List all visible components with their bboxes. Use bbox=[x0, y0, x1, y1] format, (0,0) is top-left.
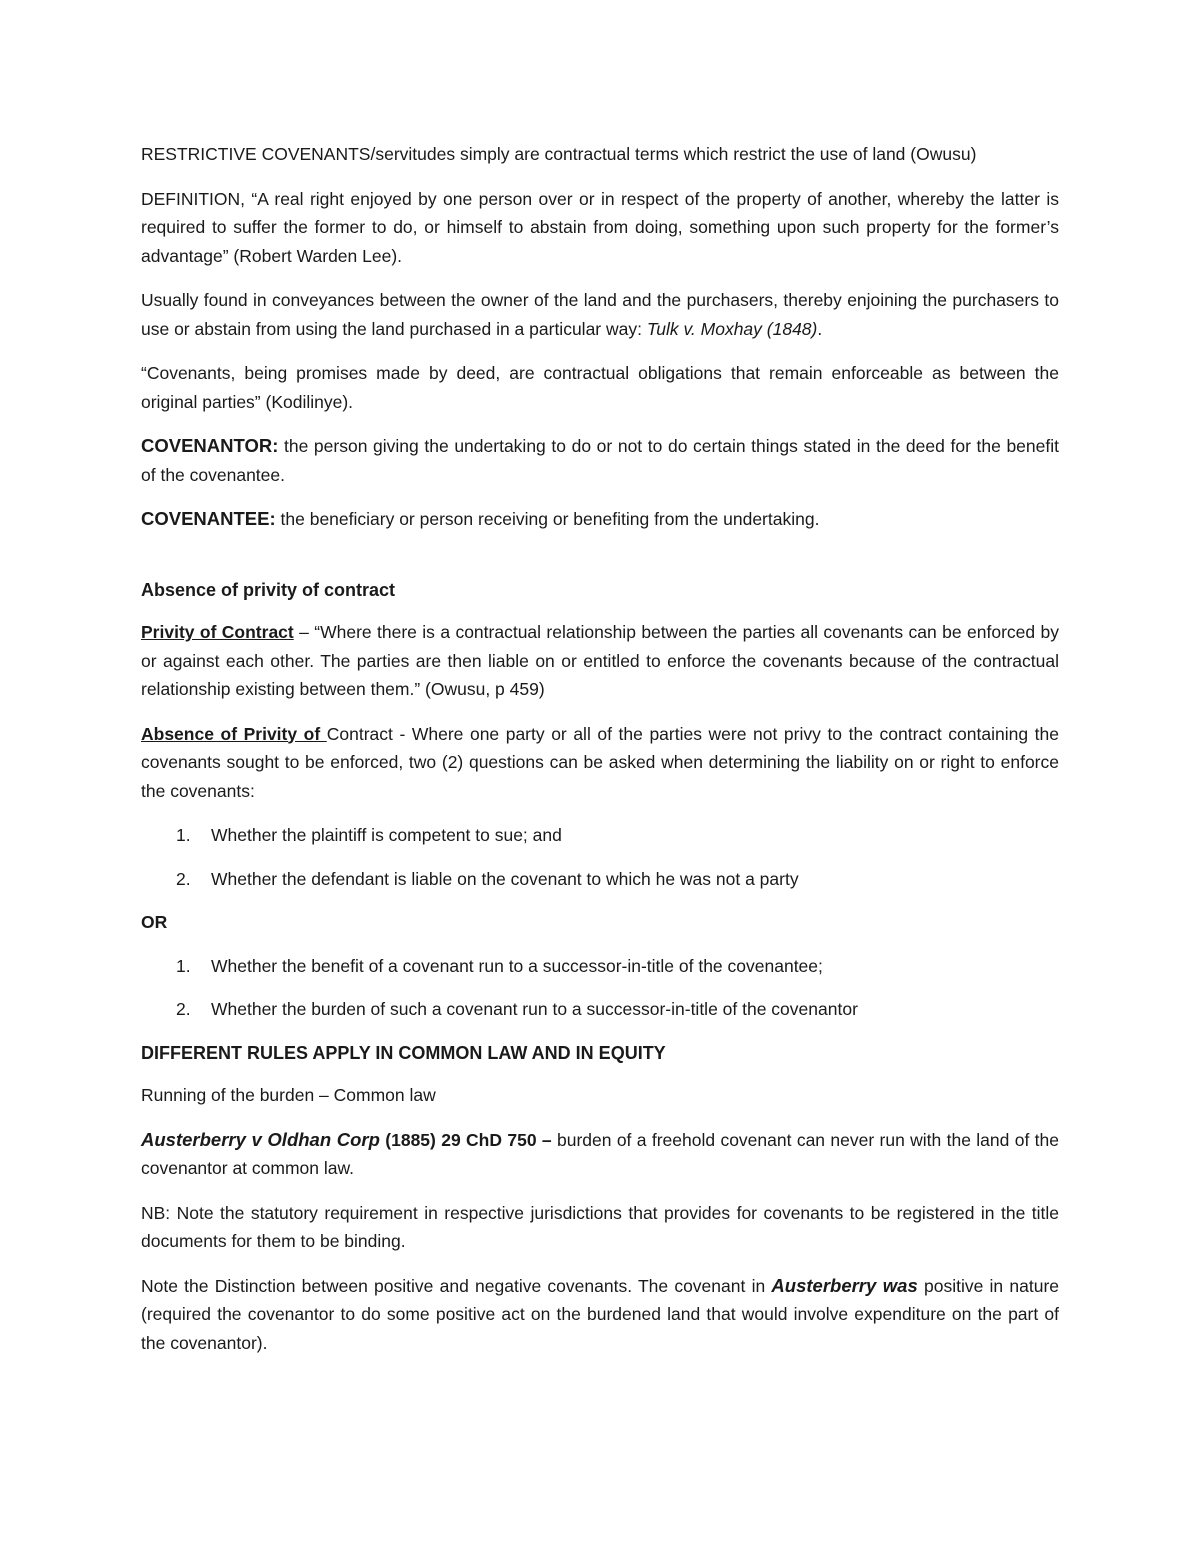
case-name-austerberry: Austerberry v Oldhan Corp bbox=[141, 1128, 380, 1150]
intro-paragraph bbox=[141, 140, 1059, 169]
austerberry-paragraph bbox=[141, 1126, 1059, 1183]
list-item bbox=[141, 821, 1059, 850]
nb-paragraph bbox=[141, 1199, 1059, 1256]
distinction-paragraph bbox=[141, 1272, 1059, 1358]
list-text: Whether the burden of such a covenant run to a successor-in-title of the covenantor bbox=[211, 999, 858, 1019]
absence-term: Absence of Privity of bbox=[141, 723, 327, 744]
distinction-post: positive in nature (required the covenantor to do some positive act on the burdened land that would involve expenditure on the part of the covenantor). bbox=[141, 1275, 1060, 1353]
conveyance-text: Usually found in conveyances between the owner of the land and the purchasers, thereby enjoining the purchasers to use or abstain from using the land purchased in a particular way: bbox=[141, 290, 1059, 339]
absence-paragraph bbox=[141, 720, 1059, 806]
list-text: Whether the benefit of a covenant run to a successor-in-title of the covenantee; bbox=[211, 955, 823, 976]
case-citation-austerberry: (1885) 29 ChD 750 – bbox=[379, 1129, 552, 1150]
list-item bbox=[141, 865, 1059, 894]
list-number: 2. bbox=[176, 999, 191, 1019]
list-item bbox=[141, 952, 1059, 981]
definition-text: DEFINITION, “A real right enjoyed by one person over or in respect of the property of another, whereby the latter is required to suffer the former to do, or himself to abstain from doing, something upon such property for the former’s advantage” (Robert Warden Lee). bbox=[141, 188, 1059, 266]
conveyance-paragraph bbox=[141, 286, 1059, 343]
kodilinye-quote-text: “Covenants, being promises made by deed, are contractual obligations that remain enforceable as between the original parties” (Kodilinye). bbox=[141, 363, 1059, 412]
covenantor-term: COVENANTOR: bbox=[141, 435, 279, 456]
list-text: Whether the defendant is liable on the covenant to which he was not a party bbox=[211, 868, 799, 889]
covenantee-text: the beneficiary or person receiving or benefiting from the undertaking. bbox=[275, 509, 820, 529]
privity-term: Privity of Contract bbox=[141, 622, 294, 642]
section-heading-privity: Absence of privity of contract bbox=[141, 579, 396, 600]
conveyance-end: . bbox=[817, 318, 823, 339]
list-number: 2. bbox=[176, 868, 191, 889]
or-label: OR bbox=[141, 912, 168, 932]
question-list-2 bbox=[141, 952, 1059, 1024]
list-text: Whether the plaintiff is competent to sue; and bbox=[211, 825, 562, 845]
covenantor-text: the person giving the undertaking to do or not to do certain things stated in the deed for the benefit of the covenantee. bbox=[141, 436, 1059, 485]
case-name-austerberry-ref: Austerberry was bbox=[771, 1274, 918, 1296]
question-list-1 bbox=[141, 821, 1059, 893]
list-item bbox=[141, 995, 1059, 1024]
list-number: 1. bbox=[176, 825, 191, 845]
kodilinye-quote-paragraph bbox=[141, 359, 1059, 416]
nb-text: NB: Note the statutory requirement in respective jurisdictions that provides for covenants to be registered in the title documents for them to be binding. bbox=[141, 1202, 1059, 1251]
covenantee-term: COVENANTEE: bbox=[141, 508, 276, 529]
running-burden-label: Running of the burden – Common law bbox=[141, 1085, 436, 1105]
section-heading-rules: DIFFERENT RULES APPLY IN COMMON LAW AND IN EQUITY bbox=[141, 1042, 666, 1063]
privity-text: – “Where there is a contractual relationship between the parties all covenants can be enforced by or against each other. The parties are then liable on or entitled to enforce the covenants because of the contractual relationship existing between them.” (Owusu, p 459) bbox=[141, 622, 1059, 699]
austerberry-text: burden of a freehold covenant can never run with the land of the covenantor at common law. bbox=[141, 1129, 1059, 1178]
case-citation-tulk: Tulk v. Moxhay (1848) bbox=[646, 318, 818, 339]
covenantee-definition bbox=[141, 505, 1059, 534]
list-number: 1. bbox=[176, 955, 191, 976]
privity-paragraph bbox=[141, 618, 1059, 704]
document-page bbox=[141, 140, 1059, 1373]
intro-text: RESTRICTIVE COVENANTS/servitudes simply are contractual terms which restrict the use of land (Owusu) bbox=[141, 144, 977, 164]
absence-text: Contract - Where one party or all of the parties were not privy to the contract containing the covenants sought to be enforced, two (2) questions can be asked when determining the liability on or right to enforce the covenants: bbox=[141, 723, 1059, 801]
definition-paragraph bbox=[141, 185, 1059, 271]
covenantor-definition bbox=[141, 432, 1059, 489]
distinction-pre: Note the Distinction between positive and negative covenants. The covenant in bbox=[141, 1275, 772, 1296]
